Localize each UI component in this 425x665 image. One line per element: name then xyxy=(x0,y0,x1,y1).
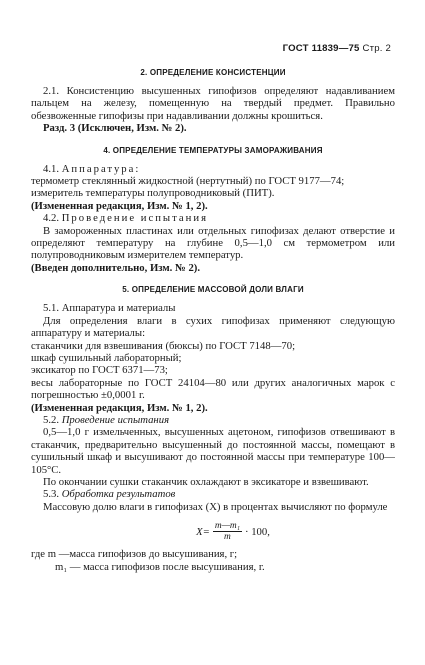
paragraph-4-1-heading: 4.1. Аппаратура: xyxy=(43,162,141,175)
formula-rhs: · 100, xyxy=(244,525,270,538)
paragraph-5-3-heading: 5.3. Обработка результатов xyxy=(43,488,176,501)
paragraph-5-3-text: Массовую долю влаги в гипофизах (X) в процентах вычисляют по формуле xyxy=(43,500,388,513)
paragraph-5-2-heading: 5.2. Проведение испытания xyxy=(43,413,170,426)
document-body xyxy=(31,62,395,573)
paragraph-5-1-heading: 5.1. Аппаратура и материалы xyxy=(43,302,176,315)
section-3-excluded: Разд. 3 (Исключен, Изм. № 2). xyxy=(43,122,187,135)
paragraph-5-2-cooling: По окончании сушки стаканчик охлаждают в эксикаторе и взвешивают. xyxy=(43,475,369,488)
edit-note-4-1: (Измененная редакция, Изм. № 1, 2). xyxy=(31,199,208,212)
paragraph-5-1-scales: весы лабораторные по ГОСТ 24104—80 или других аналогичных марок с погрешностью ±0,0001 г. xyxy=(31,376,395,402)
paragraph-4-2-heading: 4.2. Проведение испытания xyxy=(43,212,208,225)
formula-lhs: X= xyxy=(196,525,210,538)
section-title-moisture: 5. ОПРЕДЕЛЕНИЕ МАССОВОЙ ДОЛИ ВЛАГИ xyxy=(122,285,304,295)
gost-number: ГОСТ 11839—75 xyxy=(282,43,360,54)
paragraph-5-1-oven: шкаф сушильный лабораторный; xyxy=(31,351,182,364)
edit-note-5-1: (Измененная редакция, Изм. № 1, 2). xyxy=(31,401,208,414)
page-header xyxy=(283,43,391,54)
paragraph-5-2-text: 0,5—1,0 г измельченных, высушенных ацетоном, гипофизов отвешивают в стаканчик, предварительно высушенный до постоянной массы, помещают в сушильный шкаф и высушивают до постоянной массы при температуре 100—105°С. xyxy=(31,426,395,476)
paragraph-4-2-text: В замороженных пластинах или отдельных гипофизах делают отверстие и определяют температуру на глубине 0,5—1,0 см термометром или полупроводниковым измерителем температур. xyxy=(31,224,395,262)
section-title-consistency: 2. ОПРЕДЕЛЕНИЕ КОНСИСТЕНЦИИ xyxy=(140,68,286,77)
paragraph-5-1-desiccator: эксикатор по ГОСТ 6371—73; xyxy=(31,364,168,377)
page-number: Стр. 2 xyxy=(362,43,391,54)
formula-denominator: m xyxy=(224,532,231,543)
edit-note-4-2: (Введен дополнительно, Изм. № 2). xyxy=(31,261,201,274)
section-title-freezing: 4. ОПРЕДЕЛЕНИЕ ТЕМПЕРАТУРЫ ЗАМОРАЖИВАНИЯ xyxy=(103,145,323,155)
paragraph-4-1-pit: измеритель температуры полупроводниковый (ПИТ). xyxy=(31,187,275,200)
paragraph-5-1-intro: Для определения влаги в сухих гипофизах применяют следующую аппаратуру и материалы: xyxy=(31,314,395,340)
formula-where-m1: m₁ — масса гипофизов после высушивания, г. xyxy=(55,560,265,573)
paragraph-2-1: 2.1. Консистенцию высушенных гипофизов определяют надавливанием пальцем на железу, помещенную на твердый предмет. Правильно обезвоженные гипофизы при надавливании должны крошиться. xyxy=(31,85,395,122)
paragraph-5-1-cups: стаканчики для взвешивания (бюксы) по ГОСТ 7148—70; xyxy=(31,339,296,352)
formula-fraction xyxy=(213,521,242,542)
moisture-formula xyxy=(71,521,395,542)
formula-where-m: где m —масса гипофизов до высушивания, г; xyxy=(31,548,238,561)
paragraph-4-1-thermometer: термометр стеклянный жидкостной (нертутный) по ГОСТ 9177—74; xyxy=(31,175,345,188)
formula-numerator: m—m₁ xyxy=(214,521,240,532)
